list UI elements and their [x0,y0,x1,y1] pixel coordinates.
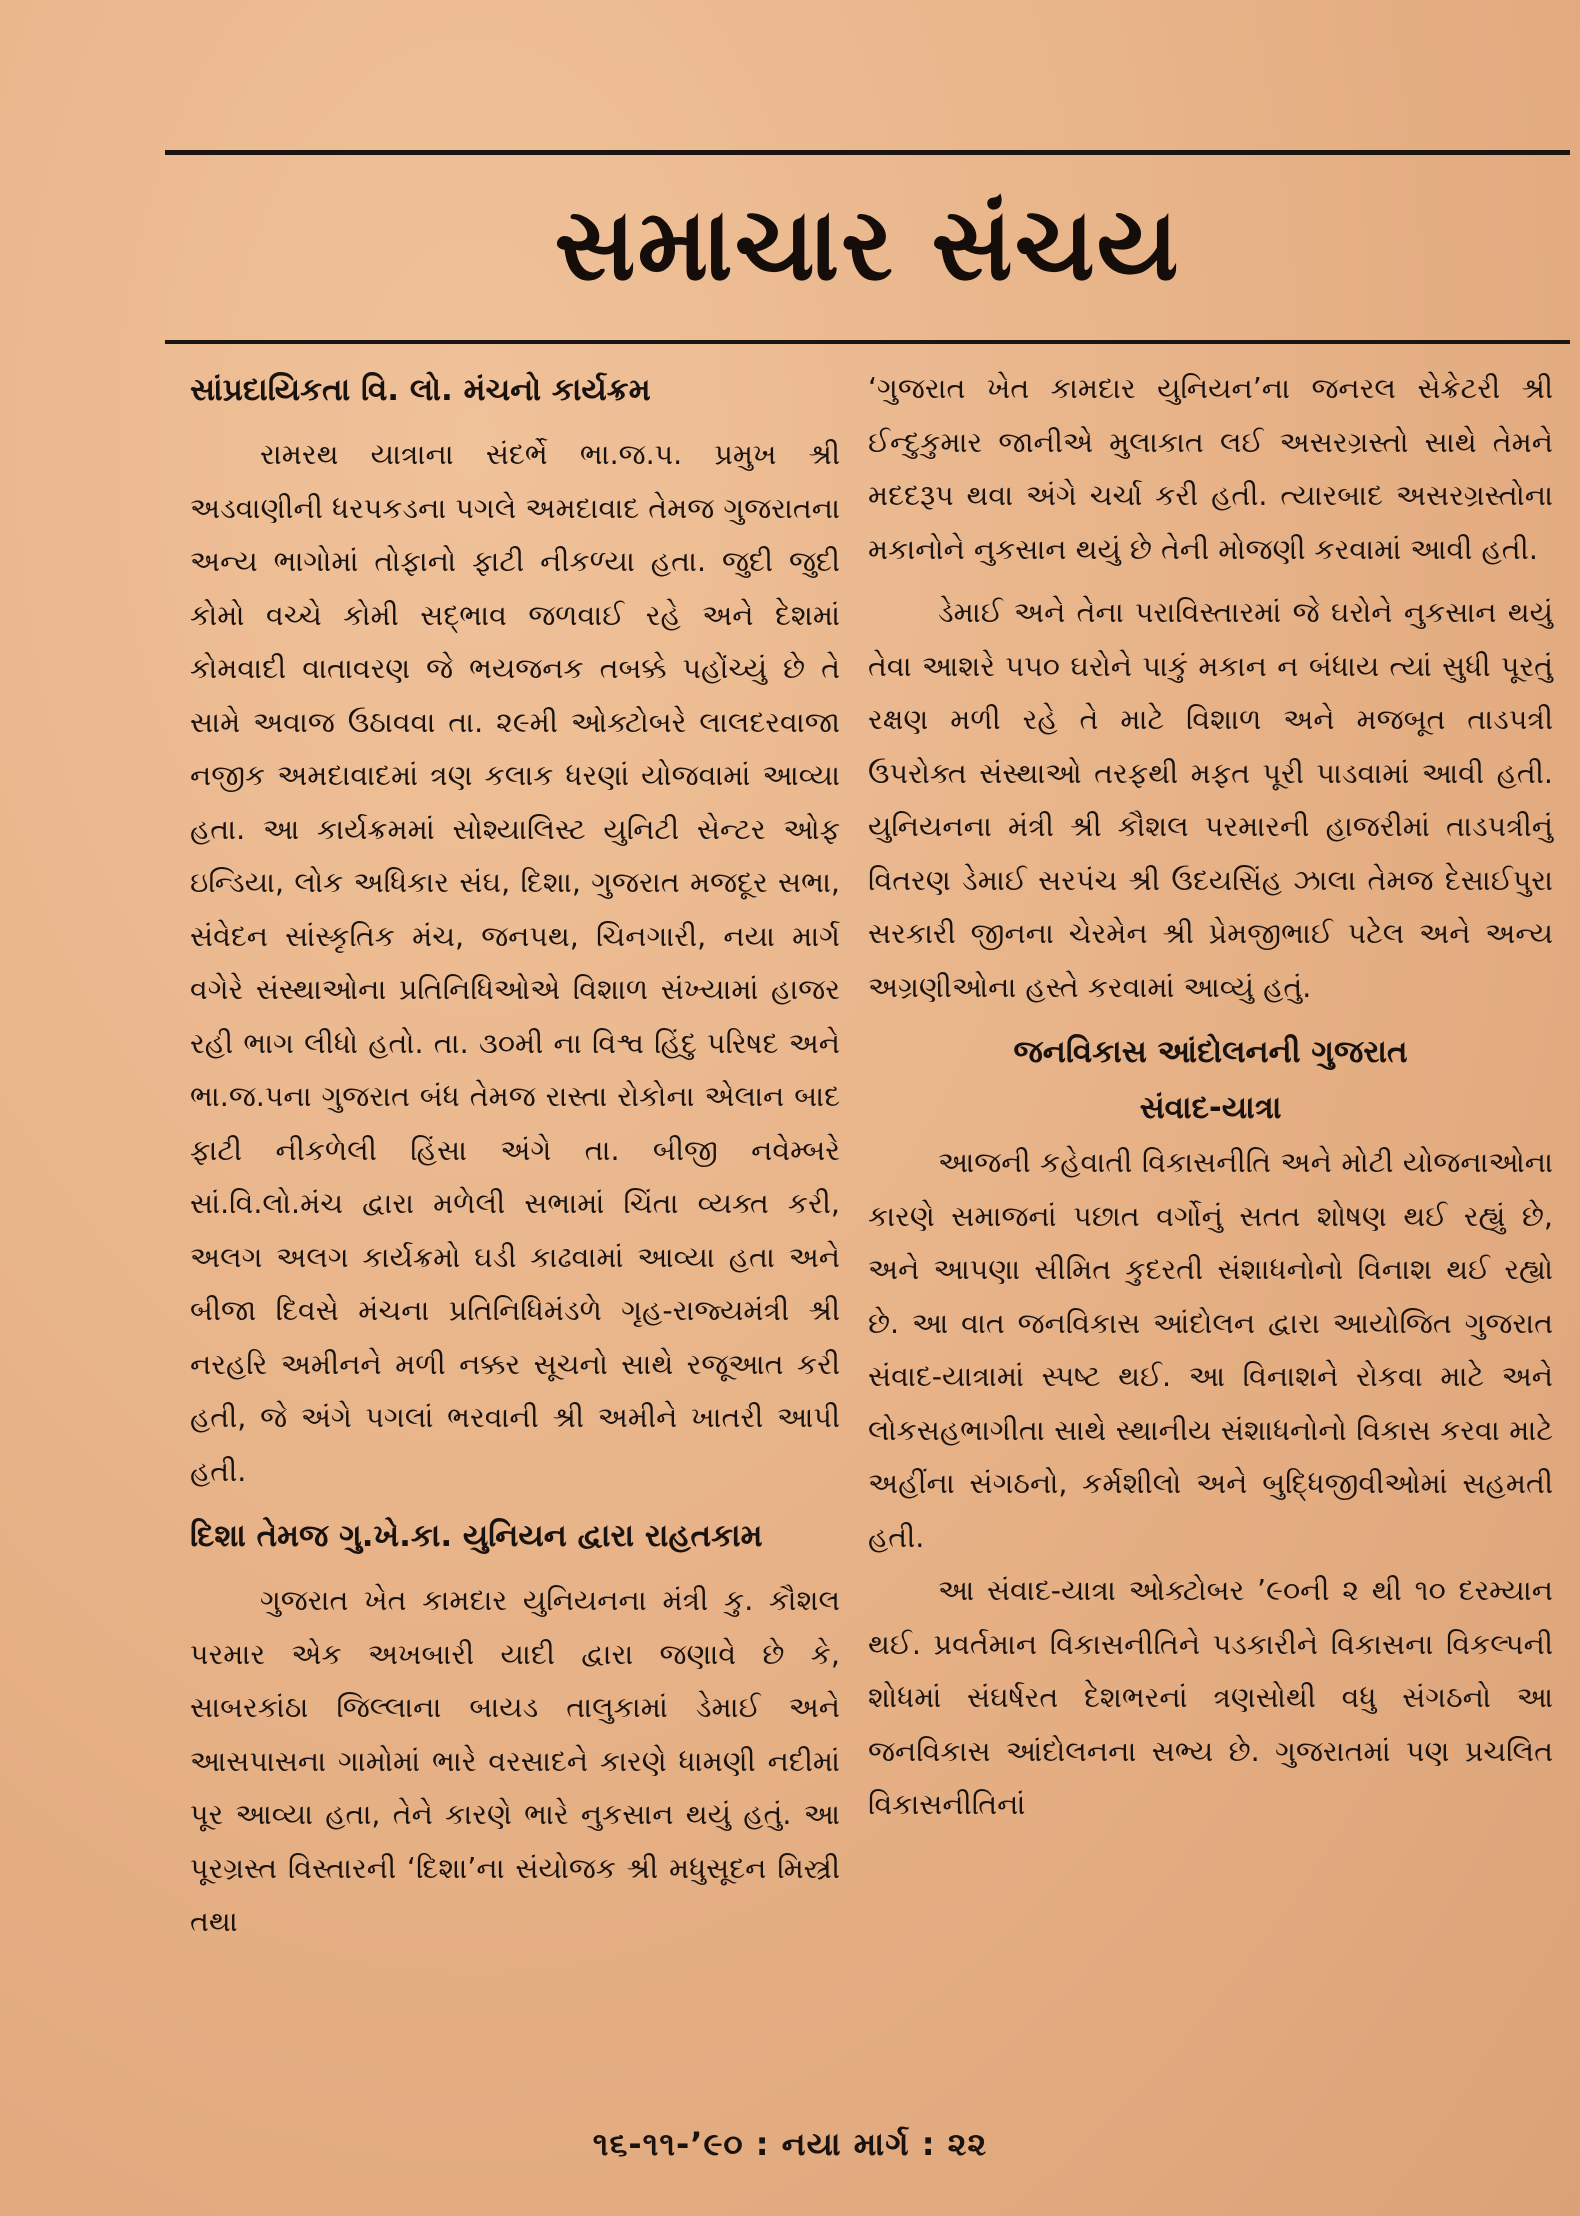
article-body-janvikas-yatra: આ સંવાદ-યાત્રા ઓક્ટોબર ’૯૦ની ૨ થી ૧૦ દરમ્યાન થઈ. પ્રવર્તમાન વિકાસનીતિને પડકારીને વિકાસના વિકલ્પની શોધમાં સંઘર્ષરત દેશભરનાં ત્રણસોથી વધુ સંગઠનો આ જનવિકાસ આંદોલનના સભ્ય છે. ગુજરાતમાં પણ પ્રચલિત વિકાસનીતિનાં [868,1574,1553,1821]
article-body-janvikas: આજની કહેવાતી વિકાસનીતિ અને મોટી યોજનાઓના કારણે સમાજનાં પછાત વર્ગોનું સતત શોષણ થઈ રહ્યું છે, અને આપણા સીમિત કુદરતી સંશાધનોનો વિનાશ થઈ રહ્યો છે. આ વાત જનવિકાસ આંદોલન દ્વારા આયોજિત ગુજરાત સંવાદ-યાત્રામાં સ્પષ્ટ થઈ. આ વિનાશને રોકવા માટે અને લોકસહભાગીતા સાથે સ્થાનીય સંશાધનોનો વિકાસ કરવા માટે અહીંના સંગઠનો, કર્મશીલો અને બુદ્ધિજીવીઓમાં સહમતી હતી. [868,1146,1553,1554]
page-footer: ૧૬-૧૧-’૯૦ : નયા માર્ગ : ૨૨ [592,2125,988,2163]
article-body-communalism: રામરથ યાત્રાના સંદર્ભે ભા.જ.પ. પ્રમુખ શ્રી અડવાણીની ધરપકડના પગલે અમદાવાદ તેમજ ગુજરાતના અન્ય ભાગોમાં તોફાનો ફાટી નીકળ્યા હતા. જુદી જુદી કોમો વચ્ચે કોમી સદ્ભાવ જળવાઈ રહે અને દેશમાં કોમવાદી વાતાવરણ જે ભયજનક તબક્કે પહોંચ્યું છે તે સામે અવાજ ઉઠાવવા તા. ૨૯મી ઓક્ટોબરે લાલદરવાજા નજીક અમદાવાદમાં ત્રણ કલાક ધરણાં યોજવામાં આવ્યા હતા. આ કાર્યક્રમમાં સોશ્યાલિસ્ટ યુનિટી સેન્ટર ઓફ ઇન્ડિયા, લોક અધિકાર સંઘ, દિશા, ગુજરાત મજદૂર સભા, સંવેદન સાંસ્કૃતિક મંચ, જનપથ, ચિનગારી, નયા માર્ગ વગેરે સંસ્થાઓના પ્રતિનિધિઓએ વિશાળ સંખ્યામાં હાજર રહી ભાગ લીધો હતો. તા. ૩૦મી ના વિશ્વ હિંદુ પરિષદ અને ભા.જ.પના ગુજરાત બંધ તેમજ રાસ્તા રોકોના એલાન બાદ ફાટી નીકળેલી હિંસા અંગે તા. બીજી નવેમ્બરે સાં.વિ.લો.મંચ દ્વારા મળેલી સભામાં ચિંતા વ્યક્ત કરી, અલગ અલગ કાર્યક્રમો ઘડી કાઢવામાં આવ્યા હતા અને બીજા દિવસે મંચના પ્રતિનિધિમંડળે ગૃહ-રાજ્યમંત્રી શ્રી નરહરિ અમીનને મળી નક્કર સૂચનો સાથે રજૂઆત કરી હતી, જે અંગે પગલાં ભરવાની શ્રી અમીને ખાતરી આપી હતી. [190,438,840,1488]
section-heading-janvikas-line2: સંવાદ-યાત્રા [1139,1090,1282,1126]
top-rule [165,150,1570,155]
left-column [190,362,840,1949]
section-heading-communalism: સાંપ્રદાયિકતા વિ. લો. મંચનો કાર્યક્રમ [190,372,651,408]
article-body-relief-tarpaulin: ડેમાઈ અને તેના પરાવિસ્તારમાં જે ઘરોને નુકસાન થયું તેવા આશરે ૫૫૦ ઘરોને પાકું મકાન ન બંધાય ત્યાં સુધી પૂરતું રક્ષણ મળી રહે તે માટે વિશાળ અને મજબૂત તાડપત્રી ઉપરોક્ત સંસ્થાઓ તરફથી મફત પૂરી પાડવામાં આવી હતી. યુનિયનના મંત્રી શ્રી કૌશલ પરમારની હાજરીમાં તાડપત્રીનું વિતરણ ડેમાઈ સરપંચ શ્રી ઉદયસિંહ ઝાલા તેમજ દેસાઈપુરા સરકારી જીનના ચેરમેન શ્રી પ્રેમજીભાઈ પટેલ અને અન્ય અગ્રણીઓના હસ્તે કરવામાં આવ્યું હતું. [868,596,1553,1004]
article-body-relief-work: ગુજરાત ખેત કામદાર યુનિયનના મંત્રી કુ. કૌશલ પરમાર એક અખબારી યાદી દ્વારા જણાવે છે કે, સાબરકાંઠા જિલ્લાના બાયડ તાલુકામાં ડેમાઈ અને આસપાસના ગામોમાં ભારે વરસાદને કારણે ધામણી નદીમાં પૂર આવ્યા હતા, તેને કારણે ભારે નુકસાન થયું હતું. આ પૂરગ્રસ્ત વિસ્તારની ‘દિશા’ના સંયોજક શ્રી મધુસૂદન મિસ્ત્રી તથા [190,1584,840,1938]
section-heading-janvikas-line1: જનવિકાસ આંદોલનની ગુજરાત [1013,1034,1408,1070]
title-bottom-rule [165,340,1570,344]
page-title: સમાચાર સંચય [554,186,1181,303]
section-heading-relief-work: દિશા તેમજ ગુ.ખે.કા. યુનિયન દ્વારા રાહતકામ [190,1518,763,1554]
article-body-relief-continued: ‘ગુજરાત ખેત કામદાર યુનિયન’ના જનરલ સેક્રેટરી શ્રી ઈન્દુકુમાર જાનીએ મુલાકાત લઈ અસરગ્રસ્તો સાથે તેમને મદદરૂપ થવા અંગે ચર્ચા કરી હતી. ત્યારબાદ અસરગ્રસ્તોના મકાનોને નુકસાન થયું છે તેની મોજણી કરવામાં આવી હતી. [868,372,1553,566]
right-column [868,362,1553,1832]
